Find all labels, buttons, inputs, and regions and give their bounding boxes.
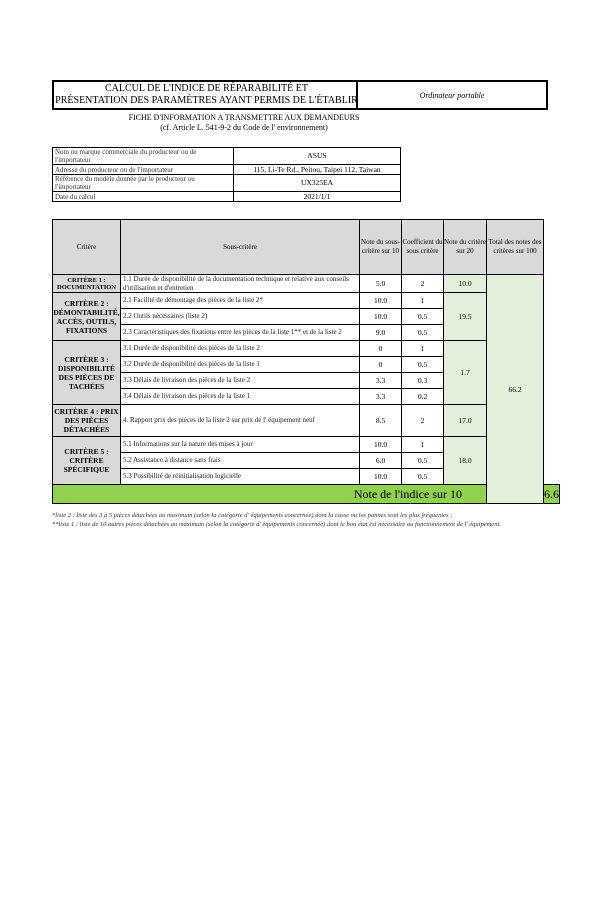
subcriterion: 1.1 Durée de disponibilité de la documentation technique et relative aux conseils d'utilisation et d'entretien [121, 275, 360, 293]
table-header-row [53, 220, 560, 275]
info-row [53, 175, 401, 192]
sheet-reference: (cf. Article L. 541-9-2 du Code de l' environnement) [160, 123, 328, 132]
info-value: ASUS [234, 148, 401, 165]
index-total-row [53, 485, 560, 504]
sub-note: 3.3 [360, 373, 402, 389]
sub-note: 10.0 [360, 469, 402, 485]
info-row [53, 148, 401, 165]
subcriterion: 3.3 Délais de livraison des pièces de la liste 2 [121, 373, 360, 389]
sub-coef: 0.2 [402, 389, 444, 405]
footnotes [52, 511, 552, 529]
criterion-2: CRITÈRE 2 : DÉMONTABILITÉ, ACCÈS, OUTILS, FIXATIONS [53, 293, 121, 341]
info-label: Adresse du producteur ou de l'importateur [53, 165, 234, 175]
sub-note: 0 [360, 341, 402, 357]
info-value: 2021/1/1 [234, 192, 401, 202]
header-total: Total des notes des critères sur 100 [487, 220, 544, 275]
subcriterion: 4. Rapport prix des pièces de la liste 2 sur prix de l' équipement neuf [121, 405, 360, 437]
info-value: 115, Li-Te Rd., Peitou, Taipei 112, Taiwan [234, 165, 401, 175]
repairability-table [52, 219, 560, 504]
criterion-4: CRITÈRE 4 : PRIX DES PIÈCES DÉTACHÉES [53, 405, 121, 437]
sub-coef: 1 [402, 437, 444, 453]
sheet-heading: FICHE D'INFORMATION A TRANSMETTRE AUX DEMANDEURS [128, 113, 360, 122]
header-sous-critere: Sous-critère [121, 220, 360, 275]
sub-note: 5.0 [360, 275, 402, 293]
subcriterion: 5.1 Informations sur la nature des mises à jour [121, 437, 360, 453]
sub-coef: 0.5 [402, 469, 444, 485]
table-row [53, 405, 560, 437]
footnote-liste2: *liste 2 : liste des 3 à 5 pièces détachées au maximum (selon la catégorie d' équipements concernée) dont la casse ou les pannes sont les plus fréquentes ; [52, 512, 453, 519]
subcriterion: 5.2 Assistance à distance sans frais [121, 453, 360, 469]
sub-coef: 2 [402, 275, 444, 293]
footnote-liste1: **liste 1 : liste de 10 autres pièces détachées au maximum (selon la catégorie d' équipements concernée) dont le bon état est nécessaire au fonctionnement de l' équipement. [52, 521, 501, 528]
criterion-1: CRITÈRE 1 : DOCUMENTATION [53, 275, 121, 293]
info-row [53, 165, 401, 175]
info-value: UX325EA [234, 175, 401, 192]
sub-note: 10.0 [360, 293, 402, 309]
sub-coef: 1 [402, 293, 444, 309]
table-row [53, 293, 560, 309]
index-title [52, 80, 359, 110]
criterion-score: 10.0 [444, 275, 487, 293]
header-critere: Critère [53, 220, 121, 275]
sheet-subtitle [52, 113, 436, 133]
sub-coef: 0.5 [402, 453, 444, 469]
subcriterion: 2.2 Outils nécessaires (liste 2) [121, 309, 360, 325]
info-label: Nom ou marque commerciale du producteur ou de l'importateur [53, 148, 234, 165]
info-row [53, 192, 401, 202]
sub-note: 0 [360, 357, 402, 373]
subcriterion: 3.2 Durée de disponibilité des pièces de la liste 1 [121, 357, 360, 373]
sub-note: 8.5 [360, 405, 402, 437]
table-row [53, 341, 560, 357]
header-note: Note du sous-critère sur 10 [360, 220, 402, 275]
criterion-score: 19.5 [444, 293, 487, 341]
info-label: Date du calcul [53, 192, 234, 202]
sub-note: 9.0 [360, 325, 402, 341]
info-label: Référence du modèle donnée par le producteur ou l'importateur [53, 175, 234, 192]
index-value: 6.6 [544, 485, 560, 504]
sub-coef: 0.3 [402, 373, 444, 389]
criterion-score: 1.7 [444, 341, 487, 405]
subcriterion: 3.4 Délais de livraison des pièces de la liste 1 [121, 389, 360, 405]
sub-note: 10.0 [360, 309, 402, 325]
criterion-score: 18.0 [444, 437, 487, 485]
header-note20: Note du critère sur 20 [444, 220, 487, 275]
title-line-2: PRÉSENTATION DES PARAMÈTRES AYANT PERMIS DE L'ÉTABLIR [55, 95, 358, 106]
subcriterion: 3.1 Durée de disponibilité des pièces de la liste 2 [121, 341, 360, 357]
criterion-3: CRITÈRE 3 : DISPONIBILITÉ DES PIÈCES DE TACHÉES [53, 341, 121, 405]
sub-note: 10.0 [360, 437, 402, 453]
subcriterion: 2.1 Facilité de démontage des pièces de la liste 2* [121, 293, 360, 309]
sub-note: 3.3 [360, 389, 402, 405]
criterion-5: CRITÈRE 5 : CRITÈRE SPÉCIFIQUE [53, 437, 121, 485]
sub-coef: 0.5 [402, 309, 444, 325]
title-line-1: CALCUL DE L'INDICE DE RÉPARABILITÉ ET [105, 83, 308, 94]
sub-coef: 2 [402, 405, 444, 437]
table-row [53, 275, 560, 293]
sub-coef: 0.5 [402, 357, 444, 373]
subcriterion: 5.3 Possibilité de réinitialisation logicielle [121, 469, 360, 485]
header-coef: Coefficient du sous critère [402, 220, 444, 275]
table-row [53, 437, 560, 453]
index-label: Note de l'indice sur 10 [53, 485, 487, 504]
sub-note: 6.0 [360, 453, 402, 469]
product-type: Ordinateur portable [356, 80, 548, 110]
sub-coef: 0.5 [402, 325, 444, 341]
sub-coef: 1 [402, 341, 444, 357]
producer-info-table [52, 147, 401, 202]
total-100: 66.2 [487, 275, 544, 504]
subcriterion: 2.3 Caractéristiques des fixations entre les pièces de la liste 1** et de la liste 2 [121, 325, 360, 341]
criterion-score: 17.0 [444, 405, 487, 437]
